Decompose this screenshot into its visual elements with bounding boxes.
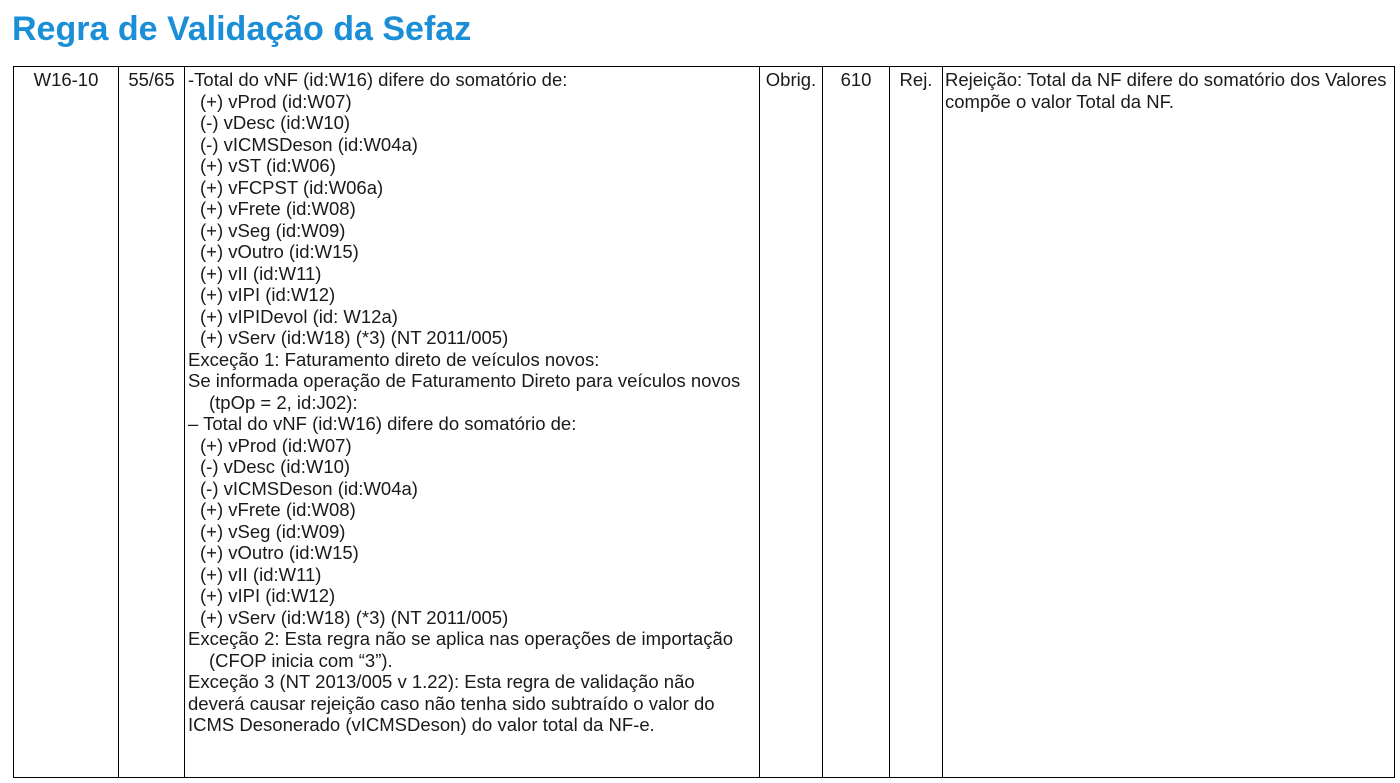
description-line: (+) vServ (id:W18) (*3) (NT 2011/005) <box>200 606 509 628</box>
description-line: -Total do vNF (id:W16) difere do somatório de: <box>188 69 568 90</box>
description-line: (tpOp = 2, id:J02): <box>209 391 358 413</box>
description-line: (+) vIPI (id:W12) <box>200 585 336 606</box>
description-line: (+) vFrete (id:W08) <box>200 499 356 520</box>
applicability-cell: Obrig. <box>760 67 823 778</box>
description-line: (-) vICMSDeson (id:W04a) <box>200 133 418 155</box>
rejection-message-line: Rejeição: Total da NF difere do somatório dos Valores <box>945 69 1387 90</box>
description-line: Exceção 1: Faturamento direto de veículos novos: <box>188 348 600 370</box>
description-line: (+) vServ (id:W18) (*3) (NT 2011/005) <box>200 327 509 348</box>
description-line: (+) vOutro (id:W15) <box>200 241 359 262</box>
description-line: Exceção 2: Esta regra não se aplica nas operações de importação <box>188 628 734 649</box>
description-line: deverá causar rejeição caso não tenha sido subtraído o valor do <box>188 692 715 714</box>
description-line: (+) vSeg (id:W09) <box>200 219 346 241</box>
description-line: (-) vDesc (id:W10) <box>200 112 351 133</box>
description-cell <box>185 67 760 778</box>
description-line: (+) vProd (id:W07) <box>200 90 352 112</box>
table-row <box>14 67 1395 778</box>
description-line: (+) vST (id:W06) <box>200 155 336 176</box>
rule-id-cell: W16-10 <box>14 67 119 778</box>
description-line: Se informada operação de Faturamento Direto para veículos novos <box>188 370 741 391</box>
rejection-message-line: compõe o valor Total da NF. <box>945 90 1174 112</box>
description-line: (+) vII (id:W11) <box>200 563 322 585</box>
description-line: Exceção 3 (NT 2013/005 v 1.22): Esta regra de validação não <box>188 671 695 692</box>
description-line: (+) vProd (id:W07) <box>200 434 352 456</box>
description-line: (+) vIPI (id:W12) <box>200 284 336 305</box>
description-line: (+) vII (id:W11) <box>200 262 322 284</box>
page-title: Regra de Validação da Sefaz <box>12 10 472 48</box>
description-line: (CFOP inicia com “3”). <box>209 649 393 671</box>
effect-cell: Rej. <box>890 67 943 778</box>
rejection-code-cell: 610 <box>823 67 890 778</box>
rejection-message-cell <box>943 67 1395 778</box>
description-line: ICMS Desonerado (vICMSDeson) do valor total da NF-e. <box>188 714 655 735</box>
description-line: (-) vICMSDeson (id:W04a) <box>200 477 418 499</box>
description-line: (-) vDesc (id:W10) <box>200 456 351 477</box>
description-line: (+) vOutro (id:W15) <box>200 542 359 563</box>
validation-rule-table <box>13 66 1395 778</box>
model-cell: 55/65 <box>119 67 185 778</box>
description-line: (+) vIPIDevol (id: W12a) <box>200 305 398 327</box>
description-line: – Total do vNF (id:W16) difere do somatório de: <box>188 413 577 434</box>
description-line: (+) vFCPST (id:W06a) <box>200 176 384 198</box>
description-line: (+) vFrete (id:W08) <box>200 198 356 219</box>
description-line: (+) vSeg (id:W09) <box>200 520 346 542</box>
